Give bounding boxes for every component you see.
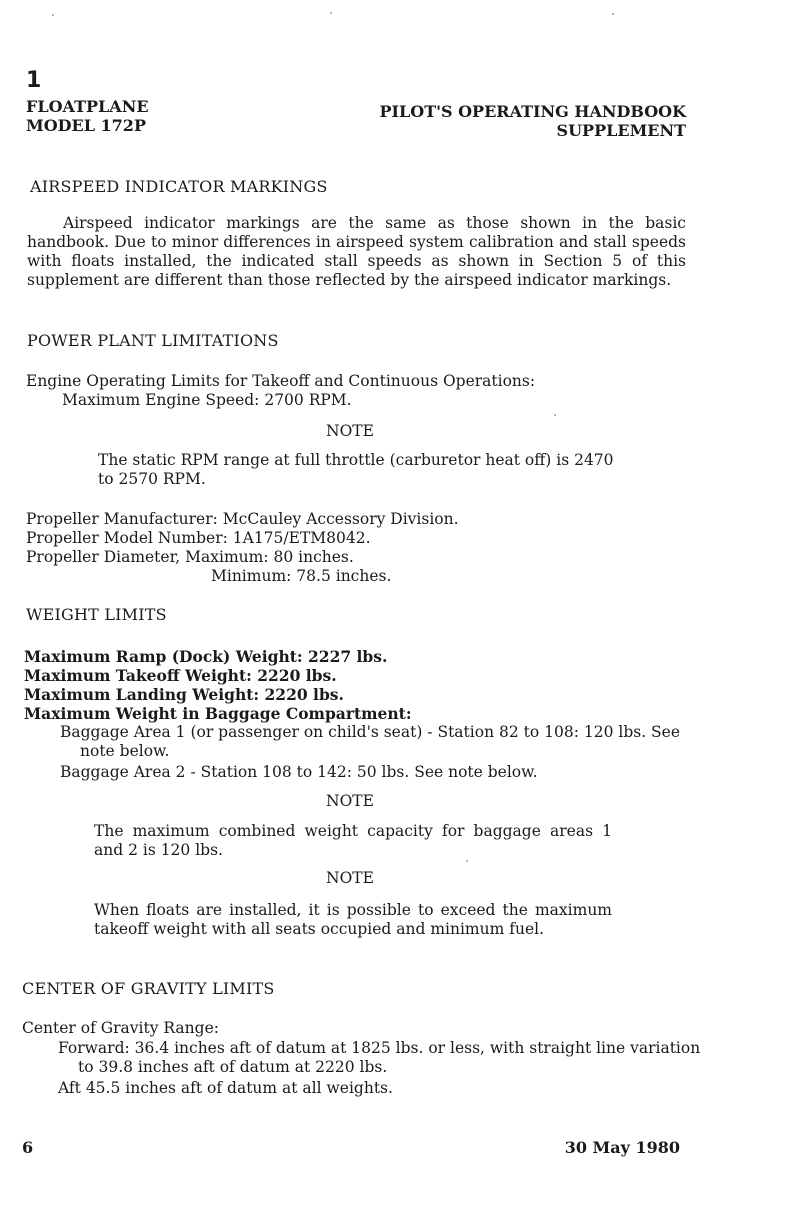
prop-diameter-min: Minimum: 78.5 inches.	[211, 567, 392, 585]
header-left-line2: MODEL 172P	[26, 116, 146, 135]
cg-aft: Aft 45.5 inches aft of datum at all weights.	[58, 1079, 393, 1097]
power-heading: POWER PLANT LIMITATIONS	[27, 331, 279, 350]
landing-weight: Maximum Landing Weight: 2220 lbs.	[24, 685, 344, 704]
baggage-area-2: Baggage Area 2 - Station 108 to 142: 50 lbs. See note below.	[60, 763, 538, 781]
cg-forward: Forward: 36.4 inches aft of datum at 1825 lbs. or less, with straight line variation to 39.8 inches aft of datum at 2220 lbs.	[58, 1039, 701, 1076]
header-right-line2: SUPPLEMENT	[556, 121, 686, 140]
cg-range: Center of Gravity Range:	[22, 1019, 219, 1037]
header-left-line1: FLOATPLANE	[26, 97, 149, 116]
scan-speck	[612, 13, 614, 15]
weight-note2-text: When floats are installed, it is possible to exceed the maximum takeoff weight with all seats occupied and minimum fuel.	[94, 901, 612, 938]
scan-speck	[466, 860, 468, 862]
weight-note1-label: NOTE	[326, 792, 374, 810]
ramp-weight: Maximum Ramp (Dock) Weight: 2227 lbs.	[24, 647, 388, 666]
baggage-area-1: Baggage Area 1 (or passenger on child's seat) - Station 82 to 108: 120 lbs. See note below.	[60, 723, 681, 760]
max-engine-speed: Maximum Engine Speed: 2700 RPM.	[62, 391, 352, 409]
scan-speck	[52, 14, 54, 16]
airspeed-heading: AIRSPEED INDICATOR MARKINGS	[30, 177, 328, 196]
airspeed-paragraph: Airspeed indicator markings are the same as those shown in the basic handbook. Due to minor differences in airspeed system calibration and stall speeds with floats installed, the indicated stall speeds as shown in Section 5 of this supplement are different than those reflected by the airspeed indicator markings.	[27, 214, 686, 289]
prop-model: Propeller Model Number: 1A175/ETM8042.	[26, 529, 371, 547]
footer-date: 30 May 1980	[564, 1138, 680, 1157]
cg-heading: CENTER OF GRAVITY LIMITS	[22, 979, 275, 998]
baggage-weight: Maximum Weight in Baggage Compartment:	[24, 704, 412, 723]
weight-note1-text: The maximum combined weight capacity for baggage areas 1 and 2 is 120 lbs.	[94, 822, 612, 859]
scan-speck	[330, 12, 332, 14]
weight-heading: WEIGHT LIMITS	[26, 605, 167, 624]
power-note-label: NOTE	[326, 422, 374, 440]
engine-limits: Engine Operating Limits for Takeoff and Continuous Operations:	[26, 372, 536, 390]
prop-diameter-max: Propeller Diameter, Maximum: 80 inches.	[26, 548, 354, 566]
prop-manufacturer: Propeller Manufacturer: McCauley Accessory Division.	[26, 510, 459, 528]
power-note-text: The static RPM range at full throttle (carburetor heat off) is 2470 to 2570 RPM.	[98, 451, 614, 488]
takeoff-weight: Maximum Takeoff Weight: 2220 lbs.	[24, 666, 337, 685]
header-right-line1: PILOT'S OPERATING HANDBOOK	[379, 102, 686, 121]
page-number: 6	[22, 1138, 34, 1157]
section-number: 1	[26, 68, 42, 93]
scan-speck	[554, 414, 556, 416]
weight-note2-label: NOTE	[326, 869, 374, 887]
